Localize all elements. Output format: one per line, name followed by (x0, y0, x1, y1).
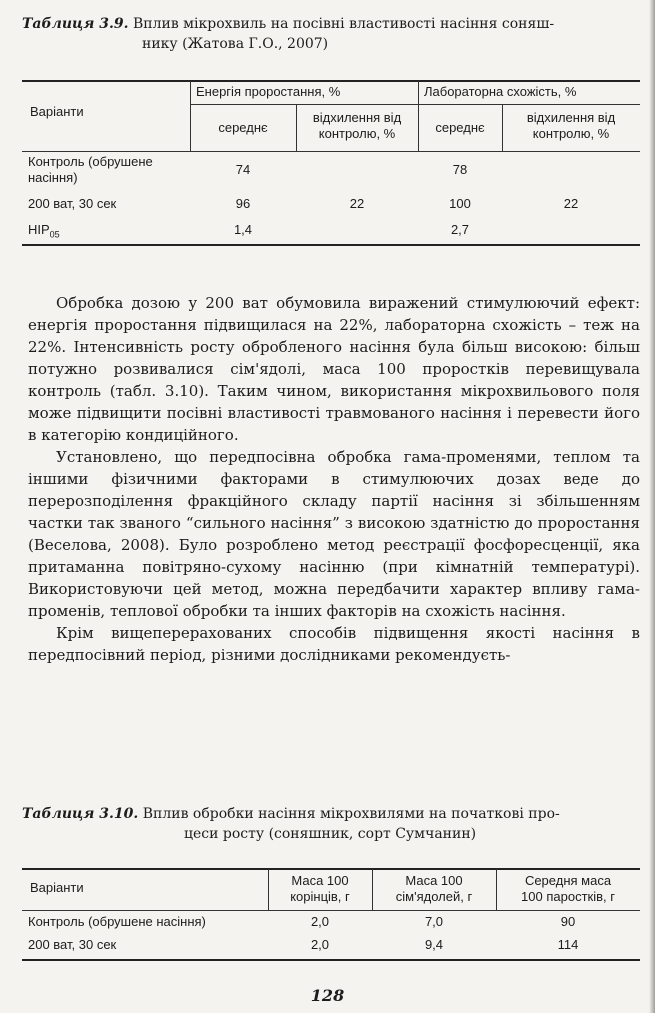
table2-caption-line1: Вплив обробки насіння мікрохвилями на початкові про- (142, 806, 560, 822)
table2-row-200w-label: 200 ват, 30 сек (28, 937, 117, 952)
body-paragraph-1: Обробка дозою у 200 ват обумовила виражений стимулюючий ефект: енергія проростання підвищилася на 22%, лабораторна схожість – теж на 22%. Інтенсивність росту обробленого насіння була більш високою: більш потужно розвивалися сім'ядолі, маса 100 проростків перевищувала контроль (табл. 3.10). Таким чином, використання мікрохвильового поля може підвищити посівні властивості травмованого насіння і перевести його в категорію кондиційного. (28, 294, 640, 444)
table2-header-col3-line2: 100 паростків, г (521, 889, 615, 904)
table1-row-nir-e-mean: 1,4 (233, 222, 253, 237)
table1-header-mean-1: середнє (218, 120, 268, 135)
table1-row-200w (26, 196, 640, 216)
table2-bottom-rule (22, 959, 640, 961)
table2-header-col2 (372, 873, 496, 905)
page-number: 128 (310, 986, 345, 1005)
scan-edge-shadow (649, 0, 655, 1013)
table1-vline-3 (418, 81, 419, 151)
table1-row-control-e-mean: 74 (235, 162, 251, 177)
table2-header-col3-line1: Середня маса (524, 873, 612, 888)
table2-row-200w-v2: 9,4 (424, 937, 444, 952)
table2-row-control-v2: 7,0 (424, 914, 444, 929)
table1-header-deviation-1-line2: контролю, % (318, 126, 396, 141)
table2-top-rule (22, 868, 640, 870)
table1-caption-label: Таблиця 3.9. (22, 16, 129, 32)
table1-header-bottom-rule (22, 151, 640, 152)
body-text (28, 292, 640, 666)
table2-caption (22, 804, 642, 844)
table2-header-col2-line2: сім'ядолей, г (395, 889, 473, 904)
table1-header-deviation-2-line2: контролю, % (532, 126, 610, 141)
table1-caption-line2: нику (Жатова Г.О., 2007) (142, 36, 329, 52)
table1-header-deviation-1 (296, 110, 418, 142)
table1-row-200w-e-dev: 22 (349, 196, 365, 211)
table1-caption-line1: Вплив мікрохвиль на посівні властивості насіння соняш- (132, 16, 555, 32)
table1-header-mid-rule (190, 104, 640, 105)
table1-header-mean-2: середнє (435, 120, 485, 135)
table1-row-control-label (28, 154, 153, 186)
table1-row-200w-e-mean: 96 (235, 196, 251, 211)
table2-caption-label: Таблиця 3.10. (22, 806, 139, 822)
table1-caption (22, 14, 642, 54)
table2-row-control-v1: 2,0 (310, 914, 330, 929)
table1-top-rule (22, 80, 640, 82)
table2-header-variants: Варіанти (30, 880, 84, 895)
table1-row-nir-label (28, 222, 60, 240)
table1-row-nir-label-text: НІР (28, 222, 50, 237)
table1-vline-1 (190, 81, 191, 151)
table2-header-bottom-rule (22, 910, 640, 911)
table1-row-200w-l-dev: 22 (563, 196, 579, 211)
table2-header-col1 (268, 873, 372, 905)
table2-header-col3 (496, 873, 640, 905)
table1-header-variants: Варіанти (30, 104, 84, 119)
table2-row-200w-v1: 2,0 (310, 937, 330, 952)
table1-header-group1: Енергія проростання, % (196, 84, 341, 99)
table1-row-control-label-line2: насіння) (28, 170, 78, 185)
table2-row-control (26, 914, 640, 934)
table2-header-col1-line1: Маса 100 (291, 873, 349, 888)
table2-row-control-label: Контроль (обрушене насіння) (28, 914, 206, 929)
table2-header-col1-line2: корінців, г (290, 889, 350, 904)
table1-row-200w-label: 200 ват, 30 сек (28, 196, 117, 211)
table1-header-deviation-2-line1: відхилення від (526, 110, 616, 125)
table1-row-nir-label-sub: 05 (49, 229, 60, 240)
table1-row-nir (26, 222, 640, 242)
body-paragraph-3: Крім вищеперерахованих способів підвищення якості насіння в передпосівний період, різними дослідниками рекомендуєть- (28, 624, 640, 664)
table1-header-group2: Лабораторна схожість, % (424, 84, 577, 99)
table2-row-200w (26, 937, 640, 957)
table1-header-deviation-2 (502, 110, 640, 142)
table2-row-control-v3: 90 (560, 914, 576, 929)
table1-row-control (26, 154, 640, 190)
body-paragraph-2: Установлено, що передпосівна обробка гама-променями, теплом та іншими фізичними факторами в стимулюючих дозах веде до перерозподілення фракційного складу партії насіння зі збільшенням частки так званого “сильного насіння” з високою здатністю до проростання (Веселова, 2008). Було розроблено метод реєстрації фосфоресценції, яка притаманна повітряно-сухому насінню (при кімнатній температурі). Використовуючи цей метод, можна передбачити характер впливу гама-променів, теплової обробки та інших факторів на схожість насіння. (28, 448, 640, 620)
table1-bottom-rule (22, 244, 640, 246)
table2-header-col2-line1: Маса 100 (405, 873, 463, 888)
table1-row-nir-l-mean: 2,7 (450, 222, 470, 237)
table1-row-control-l-mean: 78 (452, 162, 468, 177)
table2-caption-line2: цеси росту (соняшник, сорт Сумчанин) (184, 826, 477, 842)
table1-header-deviation-1-line1: відхилення від (312, 110, 402, 125)
table1-row-control-label-line1: Контроль (обрушене (28, 154, 153, 169)
table1-row-200w-l-mean: 100 (449, 196, 471, 211)
table2-row-200w-v3: 114 (557, 937, 579, 952)
